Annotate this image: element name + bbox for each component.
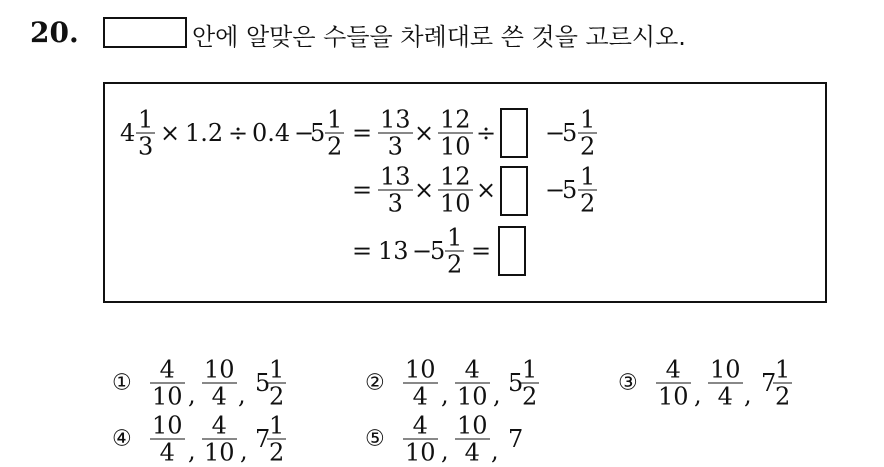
mixed-whole: 7	[255, 425, 271, 453]
separator: ,	[744, 381, 752, 409]
whole-number: 7	[508, 425, 524, 453]
mixed-whole: 5	[255, 369, 271, 397]
fraction: 4 10	[658, 355, 689, 411]
answer-box-1	[500, 108, 528, 158]
fraction: 1 2	[580, 105, 596, 161]
mixed-whole: 5	[562, 176, 578, 204]
equals-sign: =	[352, 119, 373, 147]
equals-sign: =	[352, 237, 373, 265]
decimal: 0.4	[252, 119, 291, 147]
fraction: 1 2	[447, 223, 463, 279]
operator: ×	[160, 119, 181, 147]
separator: ,	[188, 437, 196, 465]
mixed-whole: 5	[430, 237, 446, 265]
choice-marker: ⑤	[365, 426, 385, 452]
operator: −	[545, 176, 566, 204]
fraction: 1 2	[775, 355, 791, 411]
fraction: 1 2	[580, 162, 596, 218]
operator: ×	[414, 119, 435, 147]
fraction: 1 2	[269, 411, 285, 467]
fraction: 10 4	[457, 411, 488, 467]
fraction: 4 10	[204, 411, 235, 467]
answer-blank-box	[103, 17, 187, 48]
value: 13	[378, 237, 409, 265]
answer-box-2	[500, 166, 528, 216]
choice-marker: ②	[365, 370, 385, 396]
decimal: 1.2	[185, 119, 224, 147]
fraction: 10 4	[710, 355, 741, 411]
fraction: 4 10	[152, 355, 183, 411]
separator: ,	[493, 381, 501, 409]
fraction: 1 2	[522, 355, 538, 411]
separator: ,	[188, 381, 196, 409]
operator: ÷	[228, 119, 249, 147]
question-prompt: 안에 알맞은 수들을 차례대로 쓴 것을 고르시오.	[192, 23, 686, 51]
equals-sign: =	[352, 176, 373, 204]
fraction: 12 10	[440, 162, 471, 218]
fraction: 1 2	[269, 355, 285, 411]
choice-marker: ④	[112, 426, 132, 452]
fraction: 1 3	[138, 105, 154, 161]
equals-sign: =	[471, 237, 492, 265]
mixed-whole: 7	[761, 369, 777, 397]
separator: ,	[694, 381, 702, 409]
fraction: 13 3	[380, 105, 411, 161]
operator: ×	[414, 176, 435, 204]
fraction: 10 4	[204, 355, 235, 411]
separator: ,	[441, 381, 449, 409]
choice-marker: ①	[112, 370, 132, 396]
question-number: 20.	[30, 16, 79, 49]
mixed-whole: 4	[120, 119, 136, 147]
mixed-whole: 5	[310, 119, 326, 147]
fraction: 4 10	[405, 411, 436, 467]
fraction: 12 10	[440, 105, 471, 161]
operator: −	[294, 119, 315, 147]
mixed-whole: 5	[562, 119, 578, 147]
fraction: 13 3	[380, 162, 411, 218]
mixed-whole: 5	[508, 369, 524, 397]
fraction: 10 4	[152, 411, 183, 467]
separator: ,	[491, 437, 499, 465]
separator: ,	[240, 437, 248, 465]
choice-marker: ③	[618, 370, 638, 396]
operator: −	[412, 237, 433, 265]
separator: ,	[238, 381, 246, 409]
fraction: 10 4	[405, 355, 436, 411]
separator: ,	[441, 437, 449, 465]
answer-box-3	[498, 226, 526, 276]
operator: ÷	[476, 119, 497, 147]
fraction: 4 10	[457, 355, 488, 411]
operator: ×	[476, 176, 497, 204]
fraction: 1 2	[327, 105, 343, 161]
operator: −	[545, 119, 566, 147]
